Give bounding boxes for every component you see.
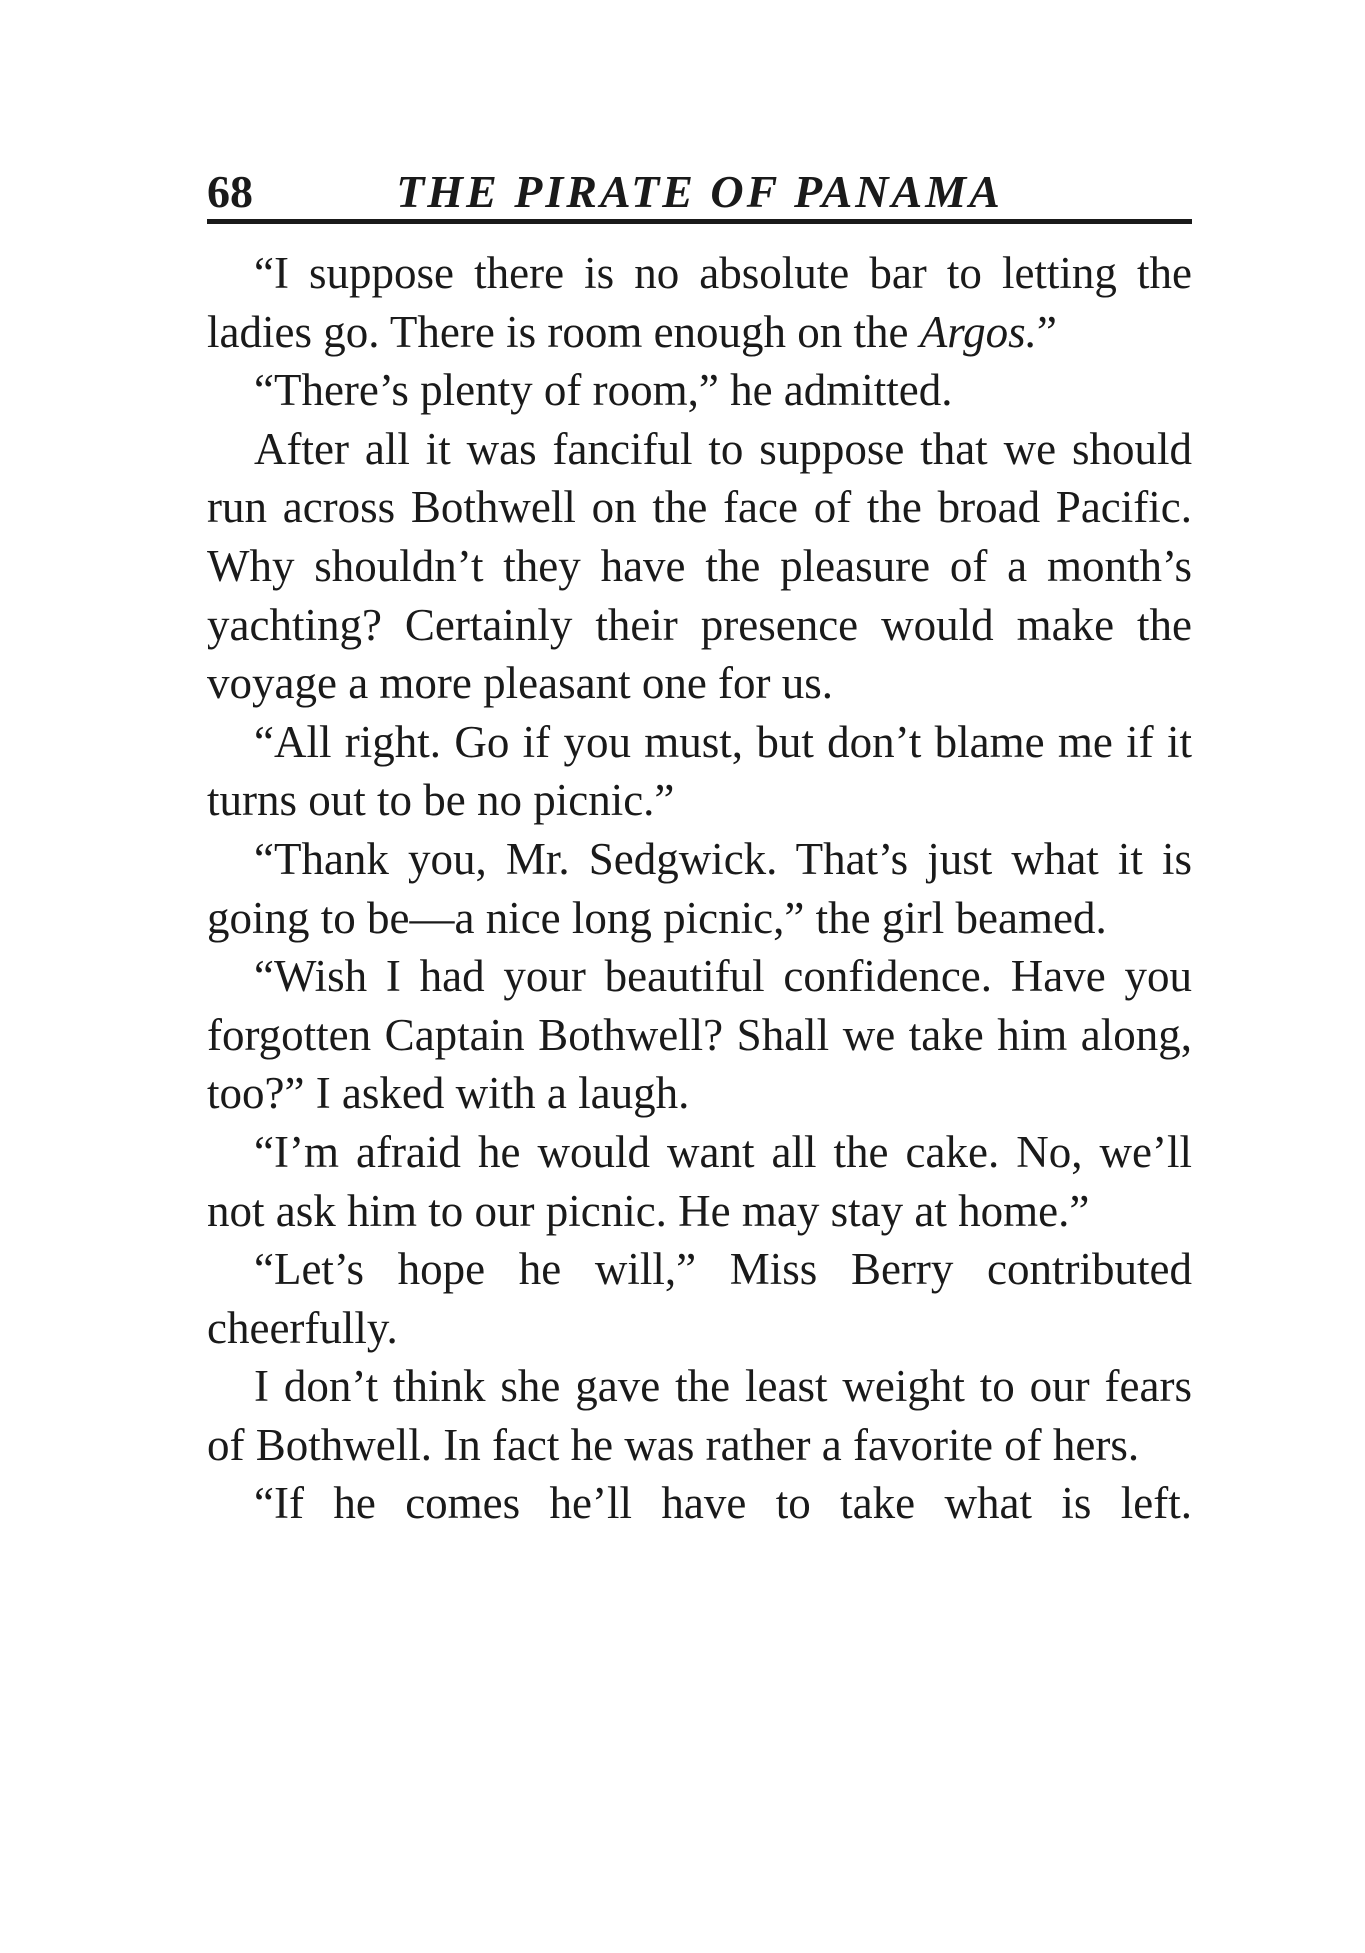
paragraph	[207, 244, 1192, 361]
paragraph-text: “I suppose there is no absolute bar to letting the ladies go. There is room enough on the	[207, 248, 1192, 357]
paragraph: “Let’s hope he will,” Miss Berry contributed cheerfully.	[207, 1244, 1192, 1353]
body-text	[207, 244, 1192, 1533]
paragraph: I don’t think she gave the least weight to our fears of Bothwell. In fact he was rather a favorite of hers.	[207, 1361, 1192, 1470]
book-page	[207, 162, 1192, 1533]
paragraph: “I’m afraid he would want all the cake. No, we’ll not ask him to our picnic. He may stay at home.”	[207, 1126, 1192, 1236]
italic-ship-name: Argos.	[919, 306, 1037, 357]
paragraph: “Wish I had your beautiful confidence. Have you forgotten Captain Bothwell? Shall we take him along, too?” I asked with a laugh.	[207, 951, 1192, 1119]
running-head	[207, 162, 1192, 222]
book-title: THE PIRATE OF PANAMA	[396, 166, 1003, 217]
page-number: 68	[207, 166, 253, 217]
paragraph: After all it was fanciful to suppose that we should run across Bothwell on the face of the broad Pacific. Why shouldn’t they have the pleasure of a month’s yachting? Certainly their presence would make the voyage a more pleasant one for us.	[207, 423, 1192, 709]
paragraph: “All right. Go if you must, but don’t blame me if it turns out to be no picnic.”	[207, 716, 1192, 826]
paragraph: “Thank you, Mr. Sedgwick. That’s just what it is going to be—a nice long picnic,” the girl beamed.	[207, 833, 1192, 943]
paragraph-text: ”	[1036, 306, 1057, 357]
paragraph: “There’s plenty of room,” he admitted.	[254, 365, 953, 416]
paragraph: “If he comes he’ll have to take what is left.	[254, 1478, 1192, 1529]
header-rule	[207, 219, 1192, 224]
